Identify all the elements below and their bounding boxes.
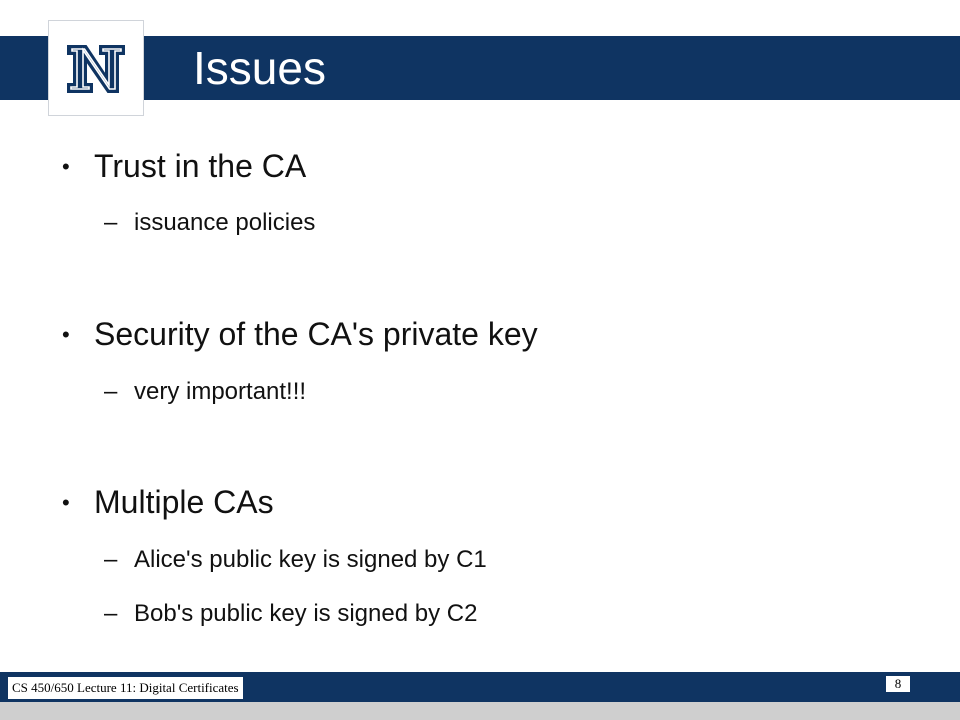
bullet-icon: • <box>62 489 70 515</box>
dash-icon: – <box>104 600 118 627</box>
bullet-item <box>62 316 538 353</box>
sub-bullet-item <box>104 546 487 574</box>
bullet-icon: • <box>62 153 70 179</box>
bullet-item <box>62 484 274 521</box>
sub-bullet-item <box>104 378 306 406</box>
sub-bullet-text: Bob's public key is signed by C2 <box>134 600 478 627</box>
dash-icon: – <box>104 209 118 236</box>
bullet-text: Multiple CAs <box>94 484 274 520</box>
page-number: 8 <box>886 676 910 692</box>
sub-bullet-text: issuance policies <box>134 209 316 236</box>
dash-icon: – <box>104 546 118 573</box>
bullet-text: Trust in the CA <box>94 148 307 184</box>
sub-bullet-item <box>104 600 477 628</box>
dash-icon: – <box>104 378 118 405</box>
footer-course-title: CS 450/650 Lecture 11: Digital Certificates <box>8 677 243 699</box>
footer-bottom-strip <box>0 702 960 720</box>
bullet-item <box>62 148 306 185</box>
sub-bullet-text: very important!!! <box>134 378 307 405</box>
slide-title: Issues <box>193 42 326 94</box>
sub-bullet-item <box>104 209 315 237</box>
bullet-text: Security of the CA's private key <box>94 316 538 352</box>
bullet-icon: • <box>62 321 70 347</box>
sub-bullet-text: Alice's public key is signed by C1 <box>134 546 487 573</box>
